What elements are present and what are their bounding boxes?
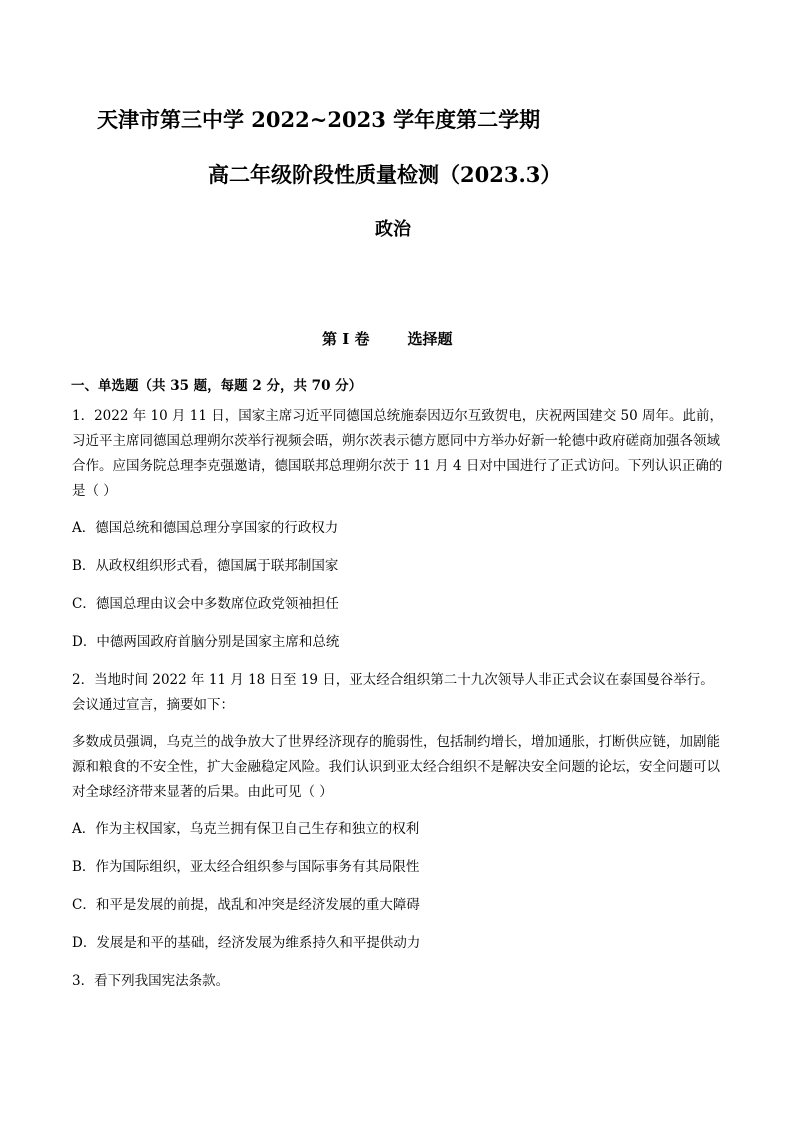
question-stem-3: 3．看下列我国宪法条款。 xyxy=(72,973,230,989)
volume-name: 选择题 xyxy=(407,330,453,348)
subject-title: 政治 xyxy=(375,219,411,240)
volume-heading xyxy=(322,328,452,349)
question-stem-1: 1．2022 年 10 月 11 日，国家主席习近平同德国总统施泰因迈尔互致贺电，庆祝两国建交 50 周年。此前，习近平主席同德国总理朔尔茨举行视频会晤，朔尔茨表示德方愿同中方举办好新一轮德中政府磋商加强各领域合作。应国务院总理李克强邀请，德国联邦总理朔尔茨于 11 月 4 日对中国进行了正式访问。下列认识正确的是（ ） xyxy=(72,408,724,499)
question-1-option-a: A．德国总统和德国总理分享国家的行政权力 xyxy=(72,520,339,536)
section-heading: 一、单选题（共 35 题，每题 2 分，共 70 分） xyxy=(71,378,363,394)
question-2-option-a: A．作为主权国家，乌克兰拥有保卫自己生存和独立的权利 xyxy=(72,821,420,837)
question-1-option-c: C．德国总理由议会中多数席位政党领袖担任 xyxy=(72,596,339,612)
question-2-option-c: C．和平是发展的前提，战乱和冲突是经济发展的重大障碍 xyxy=(72,897,420,913)
exam-title-line1: 天津市第三中学 2022~2023 学年度第二学期 xyxy=(97,107,541,132)
question-1-option-b: B．从政权组织形式看，德国属于联邦制国家 xyxy=(72,558,339,574)
question-1-option-d: D．中德两国政府首脑分别是国家主席和总统 xyxy=(72,634,340,650)
question-stem-2: 2．当地时间 2022 年 11 月 18 日至 19 日，亚太经合组织第二十九次领导人非正式会议在泰国曼谷举行。会议通过宣言，摘要如下： xyxy=(72,672,714,713)
question-2-option-b: B．作为国际组织，亚太经合组织参与国际事务有其局限性 xyxy=(72,859,420,875)
volume-part: 第 I 卷 xyxy=(322,330,370,348)
question-2-quote: 多数成员强调，乌克兰的战争放大了世界经济现存的脆弱性，包括制约增长，增加通胀，打断供应链，加剧能源和粮食的不安全性，扩大金融稳定风险。我们认识到亚太经合组织不是解决安全问题的论坛，安全问题可以对全球经济带来显著的后果。由此可见（ ） xyxy=(72,734,720,800)
exam-title-line2: 高二年级阶段性质量检测（2023.3） xyxy=(208,162,562,187)
question-2-option-d: D．发展是和平的基础，经济发展为维系持久和平提供动力 xyxy=(72,935,421,951)
questions-body xyxy=(72,404,724,1006)
